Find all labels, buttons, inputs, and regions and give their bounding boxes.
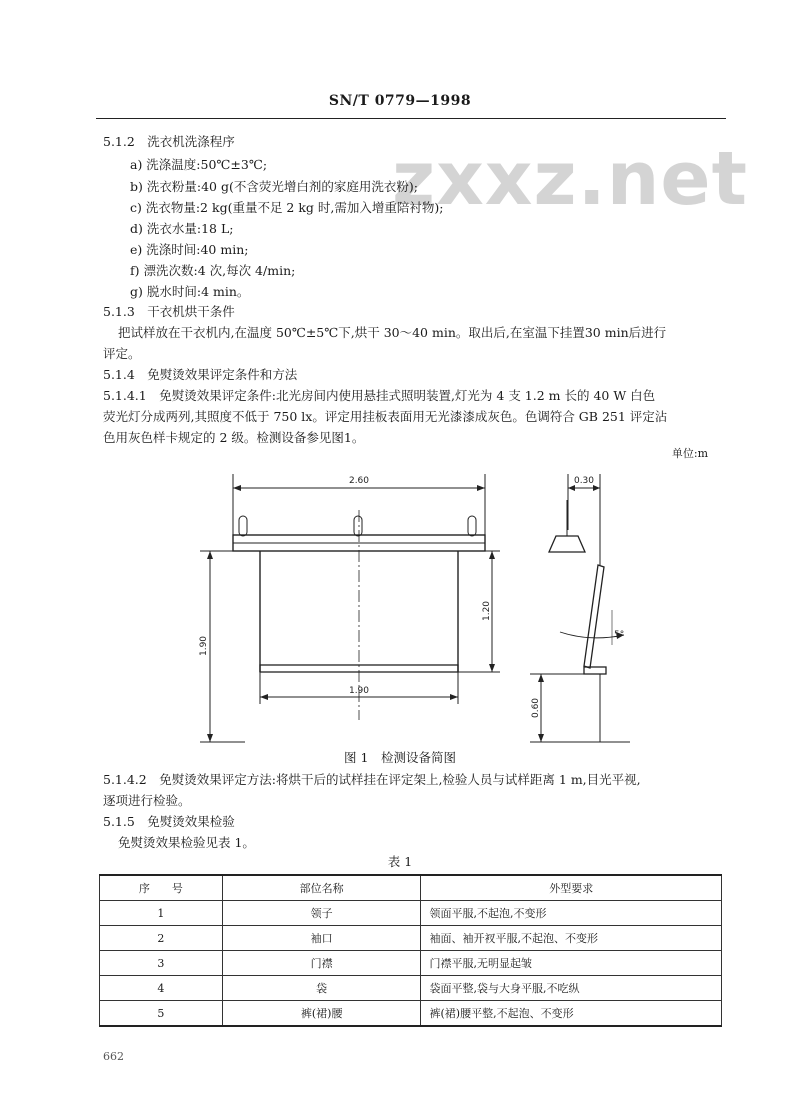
table-cell: 袖面、袖开衩平服,不起泡、不变形 bbox=[421, 926, 722, 951]
dim-top-width: 2.60 bbox=[348, 476, 370, 486]
unit-label: 单位:m bbox=[671, 447, 708, 460]
header-cell: 外型要求 bbox=[421, 875, 722, 901]
paragraph-line: 荧光灯分成两列,其照度不低于 750 lx。评定用挂板表面用无光漆漆成灰色。色调符合 GB 251 评定沾 bbox=[103, 409, 668, 424]
table-cell: 裤(裙)腰平整,不起泡、不变形 bbox=[421, 1001, 722, 1027]
table-row bbox=[100, 926, 722, 951]
wash-item: f) 漂洗次数:4 次,每次 4/min; bbox=[130, 263, 296, 278]
header-cell: 部位名称 bbox=[222, 875, 421, 901]
table-cell: 领子 bbox=[222, 901, 421, 926]
table-cell: 2 bbox=[100, 926, 223, 951]
table-row bbox=[100, 901, 722, 926]
table-cell: 1 bbox=[100, 901, 223, 926]
table-cell: 袋 bbox=[222, 976, 421, 1001]
table-cell: 门襟 bbox=[222, 951, 421, 976]
wash-item: c) 洗衣物量:2 kg(重量不足 2 kg 时,需加入增重陪衬物); bbox=[130, 200, 444, 215]
paragraph-line: 评定。 bbox=[103, 346, 141, 361]
watermark: zxxz.net bbox=[392, 136, 748, 222]
table-row bbox=[100, 976, 722, 1001]
dim-total-height: 1.90 bbox=[199, 635, 209, 657]
standard-code: SN/T 0779—1998 bbox=[328, 93, 472, 109]
paragraph-line: 5.1.4.1 免熨烫效果评定条件:北光房间内使用悬挂式照明装置,灯光为 4 支 1.2 m 长的 40 W 白色 bbox=[103, 388, 656, 403]
inspection-table bbox=[99, 874, 722, 1027]
dim-board-height: 1.20 bbox=[482, 600, 492, 622]
table-cell: 3 bbox=[100, 951, 223, 976]
paragraph-line: 免熨烫效果检验见表 1。 bbox=[118, 835, 255, 850]
section-5-1-4-title: 5.1.4 免熨烫效果评定条件和方法 bbox=[103, 367, 298, 382]
table-header-row bbox=[100, 875, 722, 901]
paragraph-line: 5.1.4.2 免熨烫效果评定方法:将烘干后的试样挂在评定架上,检验人员与试样距离 1 m,目光平视, bbox=[103, 772, 641, 787]
dim-board-width: 1.90 bbox=[348, 686, 370, 696]
dim-lamp-offset: 0.30 bbox=[573, 476, 595, 486]
header-cell: 序 号 bbox=[100, 875, 223, 901]
table-cell: 袖口 bbox=[222, 926, 421, 951]
table-row bbox=[100, 951, 722, 976]
section-5-1-5-title: 5.1.5 免熨烫效果检验 bbox=[103, 814, 235, 829]
section-5-1-2-title: 5.1.2 洗衣机洗涤程序 bbox=[103, 134, 235, 149]
paragraph-line: 逐项进行检验。 bbox=[103, 793, 191, 808]
table-row bbox=[100, 1001, 722, 1027]
dim-tilt-angle: 5° bbox=[614, 630, 625, 640]
section-5-1-3-title: 5.1.3 干衣机烘干条件 bbox=[103, 304, 235, 319]
paragraph-line: 色用灰色样卡规定的 2 级。检测设备参见图1。 bbox=[103, 430, 365, 445]
table-cell: 4 bbox=[100, 976, 223, 1001]
table-title: 表 1 bbox=[387, 854, 413, 869]
page-number: 662 bbox=[103, 1050, 124, 1063]
table-cell: 裤(裙)腰 bbox=[222, 1001, 421, 1027]
wash-item: e) 洗涤时间:40 min; bbox=[130, 242, 249, 257]
table-cell: 5 bbox=[100, 1001, 223, 1027]
table-cell: 袋面平整,袋与大身平服,不吃纵 bbox=[421, 976, 722, 1001]
wash-item: b) 洗衣粉量:40 g(不含荧光增白剂的家庭用洗衣粉); bbox=[130, 179, 418, 194]
table-cell: 领面平服,不起泡,不变形 bbox=[421, 901, 722, 926]
figure-caption: 图 1 检测设备简图 bbox=[344, 750, 456, 765]
paragraph-line: 把试样放在干衣机内,在温度 50℃±5℃下,烘干 30～40 min。取出后,在室温下挂置30 min后进行 bbox=[118, 325, 667, 340]
dim-base-height: 0.60 bbox=[531, 697, 541, 719]
table-cell: 门襟平服,无明显起皱 bbox=[421, 951, 722, 976]
wash-item: d) 洗衣水量:18 L; bbox=[130, 221, 234, 236]
wash-item: g) 脱水时间:4 min。 bbox=[130, 284, 250, 299]
wash-item: a) 洗涤温度:50℃±3℃; bbox=[130, 157, 268, 172]
